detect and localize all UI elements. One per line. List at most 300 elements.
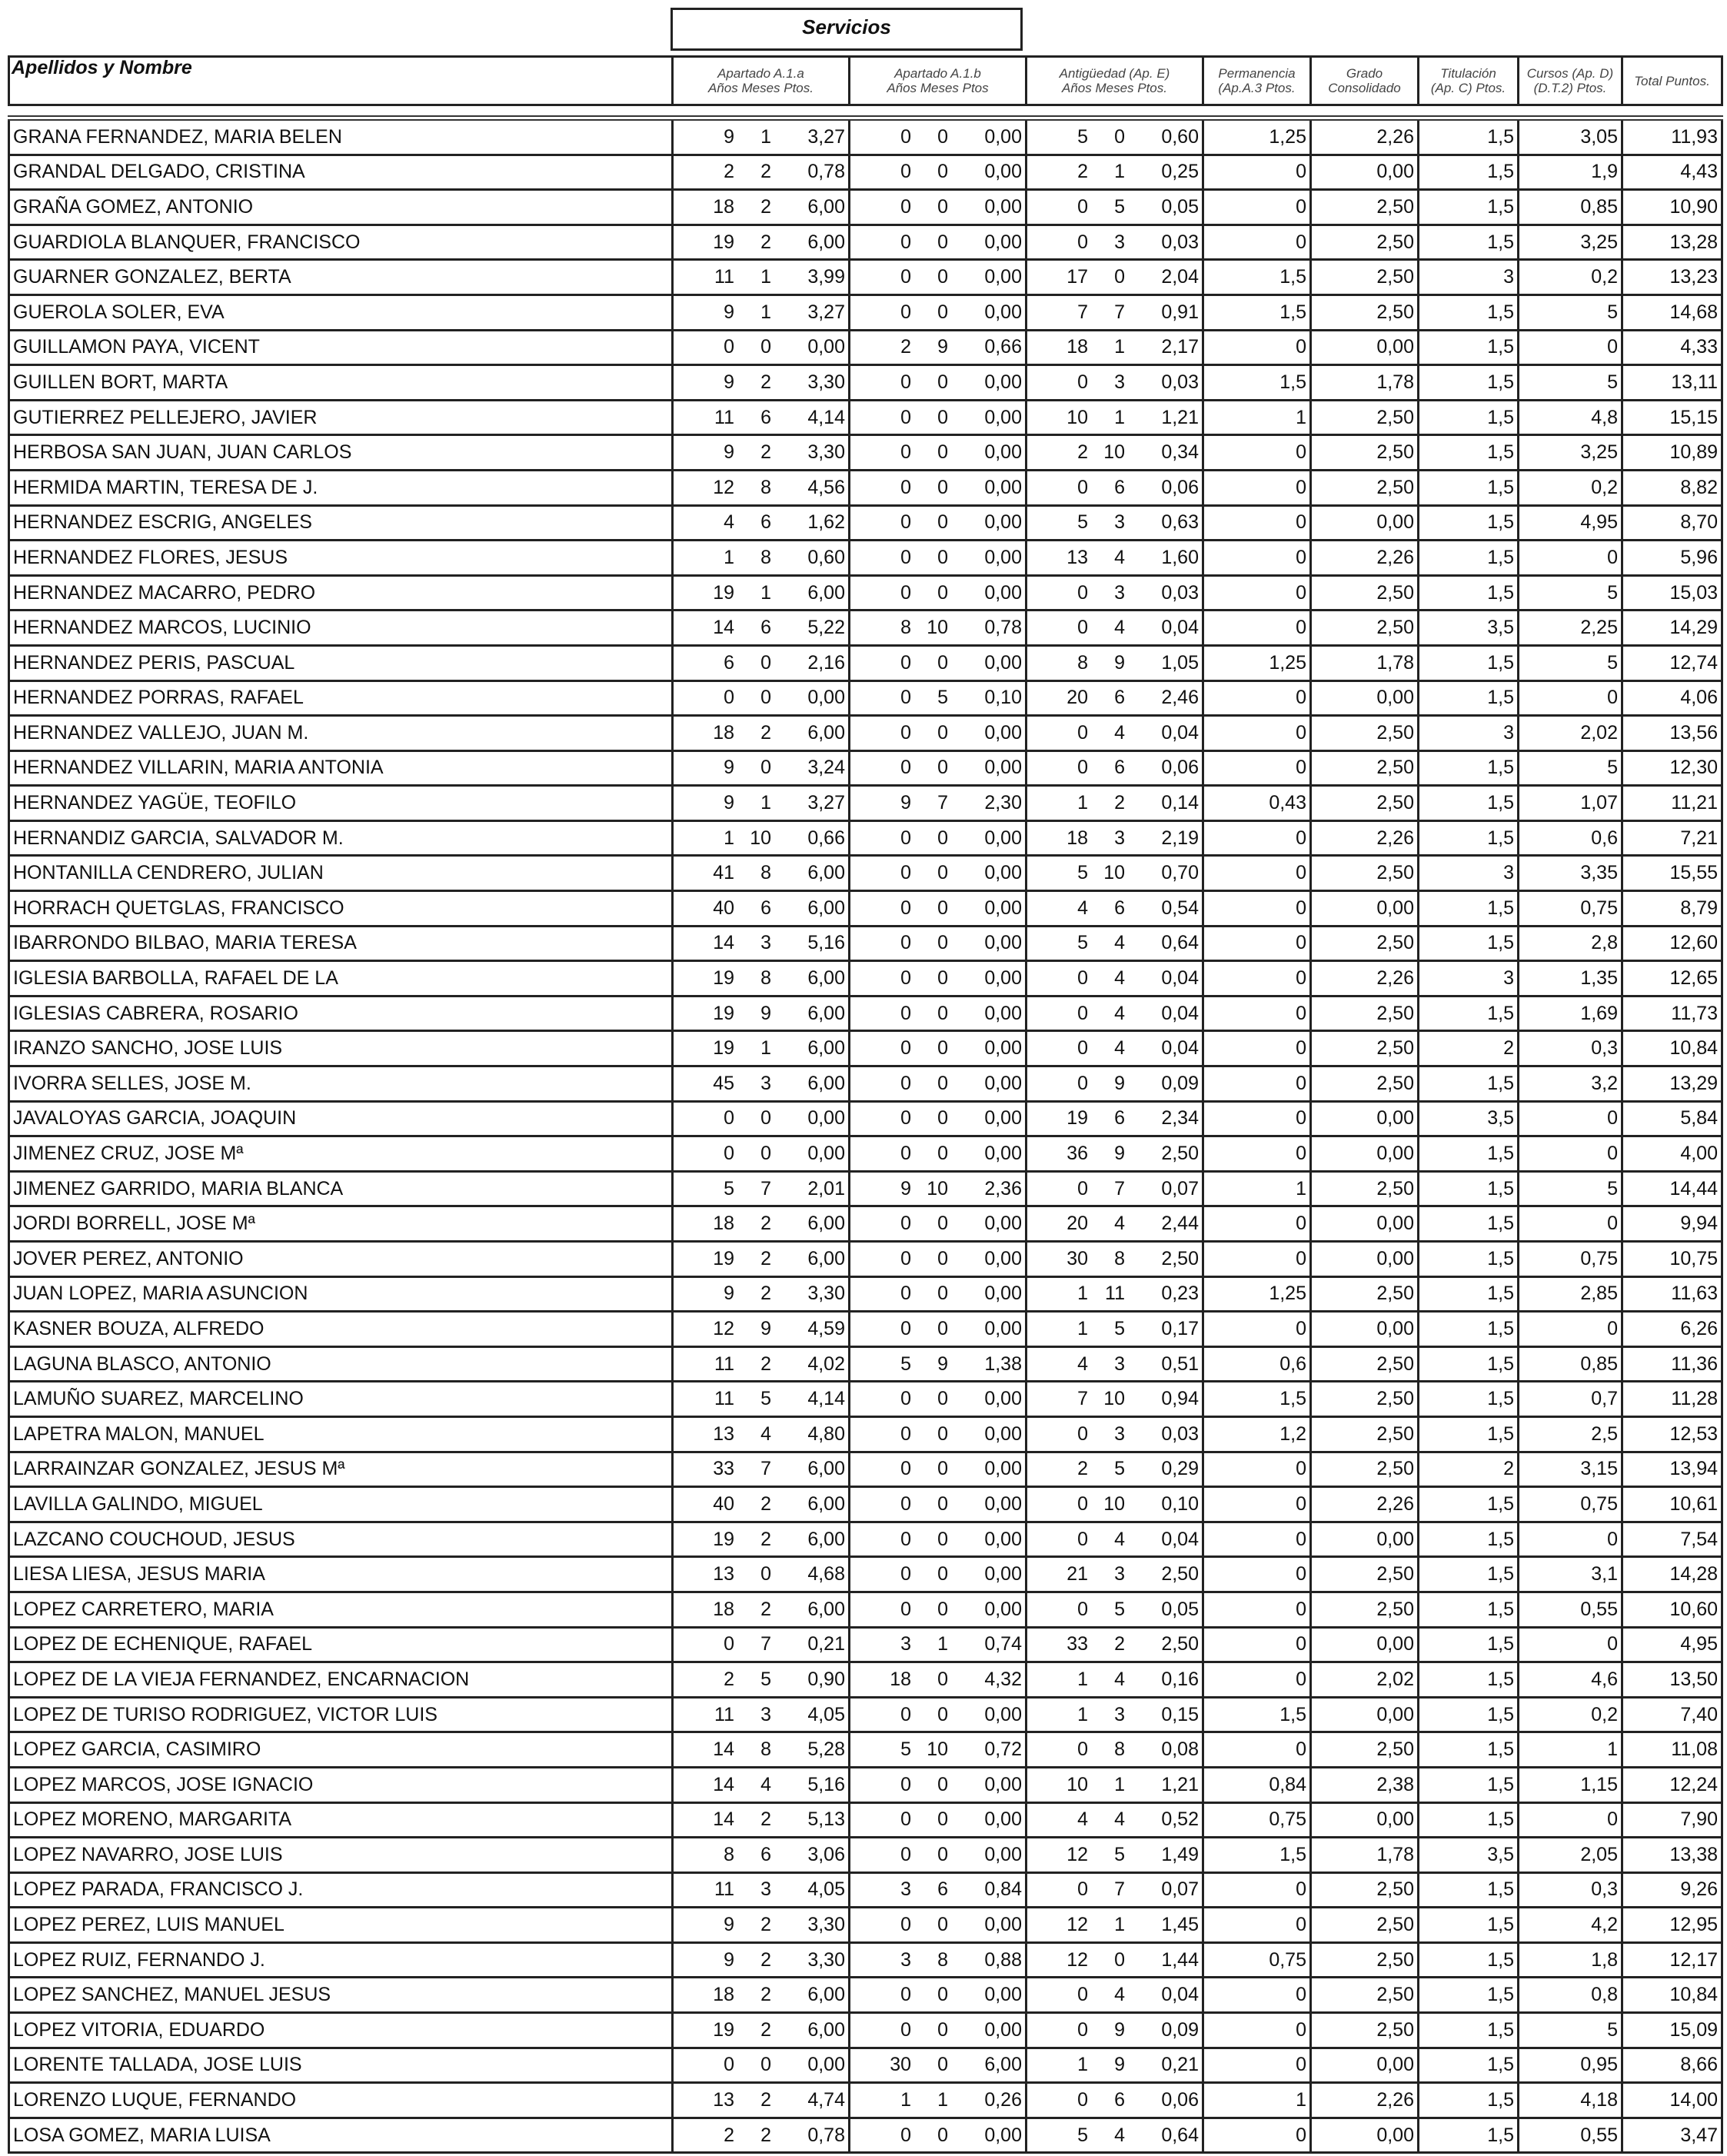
permanencia-points: 0,75 <box>1203 1802 1311 1838</box>
apartado-a1b-years: 0 <box>900 1422 911 1445</box>
apartado-a1a-years: 2 <box>724 161 734 183</box>
apartado-a1b-cell <box>850 1942 1027 1978</box>
antiguedad-cell <box>1027 294 1203 330</box>
apartado-a1a-points: 6,00 <box>807 1002 845 1024</box>
total-points: 12,95 <box>1622 1908 1722 1943</box>
apartado-a1b-months: 0 <box>937 406 948 428</box>
apartado-a1a-months: 3 <box>760 1072 771 1094</box>
apartado-a1b-years: 0 <box>900 231 911 253</box>
apartado-a1b-values <box>854 1353 1022 1376</box>
antiguedad-months: 4 <box>1114 1002 1125 1024</box>
apartado-a1b-years: 0 <box>900 1002 911 1024</box>
grado-consolidado: 0,00 <box>1311 1242 1419 1277</box>
antiguedad-cell <box>1027 1452 1203 1487</box>
antiguedad-points: 0,08 <box>1161 1738 1199 1761</box>
apartado-a1b-cell <box>850 1838 1027 1873</box>
antiguedad-points: 0,09 <box>1161 2018 1199 2041</box>
table-row <box>9 926 1722 961</box>
apartado-a1b-points: 0,00 <box>984 1528 1022 1550</box>
applicant-name: HERNANDEZ MARCOS, LUCINIO <box>9 611 673 646</box>
apartado-a1a-values <box>677 126 845 148</box>
header-line: Años Meses Ptos <box>887 81 989 95</box>
antiguedad-cell <box>1027 2118 1203 2153</box>
permanencia-points: 0 <box>1203 716 1311 751</box>
titulacion-points: 1,5 <box>1419 1802 1519 1838</box>
applicant-name: HORRACH QUETGLAS, FRANCISCO <box>9 891 673 927</box>
apartado-a1b-cell <box>850 716 1027 751</box>
apartado-a1a-months: 2 <box>760 1352 771 1375</box>
apartado-a1b-years: 9 <box>900 792 911 814</box>
apartado-a1a-years: 33 <box>713 1458 734 1480</box>
apartado-a1a-points: 6,00 <box>807 862 845 884</box>
apartado-a1a-values <box>677 967 845 990</box>
antiguedad-months: 3 <box>1114 1422 1125 1445</box>
total-points: 8,79 <box>1622 891 1722 927</box>
table-row <box>9 786 1722 821</box>
antiguedad-values <box>1030 1458 1199 1480</box>
applicant-name: LAVILLA GALINDO, MIGUEL <box>9 1487 673 1522</box>
cursos-points: 0 <box>1519 330 1622 365</box>
antiguedad-cell <box>1027 1206 1203 1242</box>
apartado-a1a-years: 2 <box>724 1668 734 1690</box>
grado-consolidado: 2,50 <box>1311 716 1419 751</box>
antiguedad-values <box>1030 792 1199 814</box>
antiguedad-values <box>1030 897 1199 920</box>
apartado-a1a-months: 9 <box>760 1317 771 1339</box>
apartado-a1a-values <box>677 1949 845 1971</box>
apartado-a1a-years: 2 <box>724 2124 734 2146</box>
apartado-a1a-points: 5,22 <box>807 617 845 639</box>
antiguedad-years: 0 <box>1077 721 1088 744</box>
apartado-a1b-years: 0 <box>900 1703 911 1725</box>
apartado-a1a-points: 4,14 <box>807 406 845 428</box>
antiguedad-years: 19 <box>1066 1107 1088 1130</box>
table-row <box>9 611 1722 646</box>
total-points: 12,74 <box>1622 645 1722 680</box>
apartado-a1a-values <box>677 547 845 569</box>
apartado-a1b-months: 0 <box>937 581 948 604</box>
apartado-a1b-months: 0 <box>937 1247 948 1269</box>
antiguedad-years: 0 <box>1077 1177 1088 1199</box>
antiguedad-years: 13 <box>1066 546 1088 568</box>
titulacion-points: 3 <box>1419 961 1519 996</box>
apartado-a1a-cell <box>673 1101 850 1136</box>
permanencia-points: 0 <box>1203 1101 1311 1136</box>
table-row <box>9 961 1722 996</box>
apartado-a1a-points: 0,66 <box>807 827 845 849</box>
antiguedad-values <box>1030 511 1199 534</box>
header-line: Consolidado <box>1328 81 1401 95</box>
apartado-a1b-values <box>854 687 1022 709</box>
cursos-points: 5 <box>1519 750 1622 786</box>
apartado-a1a-cell <box>673 1206 850 1242</box>
apartado-a1b-values <box>854 371 1022 394</box>
apartado-a1b-cell <box>850 1171 1027 1206</box>
applicant-name: JUAN LOPEZ, MARIA ASUNCION <box>9 1276 673 1312</box>
cursos-points: 0,2 <box>1519 260 1622 295</box>
apartado-a1b-cell <box>850 1416 1027 1452</box>
total-points: 14,28 <box>1622 1557 1722 1592</box>
antiguedad-points: 2,46 <box>1161 687 1199 709</box>
table-row <box>9 645 1722 680</box>
apartado-a1a-years: 9 <box>724 441 734 464</box>
applicant-name: IRANZO SANCHO, JOSE LUIS <box>9 1031 673 1066</box>
table-row <box>9 1487 1722 1522</box>
apartado-a1b-years: 0 <box>900 1843 911 1865</box>
total-points: 11,36 <box>1622 1346 1722 1382</box>
apartado-a1b-values <box>854 2124 1022 2147</box>
apartado-a1b-points: 0,00 <box>984 2124 1022 2146</box>
antiguedad-months: 3 <box>1114 581 1125 604</box>
antiguedad-months: 4 <box>1114 1528 1125 1550</box>
servicios-group-title: Servicios <box>671 8 1023 51</box>
apartado-a1b-cell <box>850 1978 1027 2013</box>
antiguedad-points: 0,64 <box>1161 2124 1199 2146</box>
apartado-a1a-months: 2 <box>760 1948 771 1971</box>
apartado-a1b-years: 0 <box>900 406 911 428</box>
antiguedad-values <box>1030 1633 1199 1655</box>
antiguedad-points: 1,44 <box>1161 1948 1199 1971</box>
antiguedad-values <box>1030 161 1199 183</box>
titulacion-points: 1,5 <box>1419 891 1519 927</box>
antiguedad-years: 4 <box>1077 1352 1088 1375</box>
permanencia-points: 0 <box>1203 2048 1311 2083</box>
apartado-a1b-months: 8 <box>937 1948 948 1971</box>
total-points: 11,08 <box>1622 1732 1722 1768</box>
antiguedad-values <box>1030 1073 1199 1095</box>
apartado-a1b-points: 0,00 <box>984 967 1022 990</box>
antiguedad-months: 3 <box>1114 511 1125 534</box>
grado-consolidado: 0,00 <box>1311 330 1419 365</box>
apartado-a1b-cell <box>850 330 1027 365</box>
antiguedad-months: 3 <box>1114 1563 1125 1585</box>
titulacion-points: 1,5 <box>1419 926 1519 961</box>
apartado-a1b-months: 0 <box>937 1107 948 1130</box>
apartado-a1b-points: 0,00 <box>984 1037 1022 1060</box>
apartado-a1b-years: 0 <box>900 1388 911 1410</box>
table-row <box>9 1066 1722 1102</box>
apartado-a1a-values <box>677 722 845 744</box>
apartado-a1b-values <box>854 2054 1022 2076</box>
apartado-a1b-years: 0 <box>900 1072 911 1094</box>
total-points: 8,66 <box>1622 2048 1722 2083</box>
antiguedad-months: 7 <box>1114 1878 1125 1901</box>
apartado-a1b-values <box>854 1704 1022 1726</box>
apartado-a1a-cell <box>673 2118 850 2153</box>
antiguedad-years: 1 <box>1077 2054 1088 2076</box>
titulacion-points: 1,5 <box>1419 1872 1519 1908</box>
antiguedad-points: 0,54 <box>1161 897 1199 919</box>
apartado-a1a-months: 7 <box>760 1633 771 1655</box>
grado-consolidado: 2,50 <box>1311 1382 1419 1417</box>
apartado-a1a-months: 0 <box>760 1107 771 1130</box>
apartado-a1b-points: 0,00 <box>984 406 1022 428</box>
applicant-name: GRANDAL DELGADO, CRISTINA <box>9 155 673 190</box>
antiguedad-years: 0 <box>1077 1037 1088 1060</box>
apartado-a1b-values <box>854 1493 1022 1516</box>
antiguedad-years: 7 <box>1077 1388 1088 1410</box>
titulacion-points: 3,5 <box>1419 1838 1519 1873</box>
permanencia-points: 0 <box>1203 1522 1311 1557</box>
antiguedad-cell <box>1027 330 1203 365</box>
table-row <box>9 1346 1722 1382</box>
table-row <box>9 1557 1722 1592</box>
antiguedad-years: 20 <box>1066 1213 1088 1235</box>
applicant-name: LOPEZ GARCIA, CASIMIRO <box>9 1732 673 1768</box>
permanencia-points: 1,25 <box>1203 1276 1311 1312</box>
apartado-a1a-points: 6,00 <box>807 721 845 744</box>
applicant-name: HERNANDEZ PERIS, PASCUAL <box>9 645 673 680</box>
grado-consolidado: 2,50 <box>1311 926 1419 961</box>
permanencia-points: 1,25 <box>1203 645 1311 680</box>
apartado-a1a-cell <box>673 1732 850 1768</box>
apartado-a1b-years: 0 <box>900 1317 911 1339</box>
antiguedad-cell <box>1027 2013 1203 2048</box>
apartado-a1b-cell <box>850 400 1027 435</box>
applicant-name: HONTANILLA CENDRERO, JULIAN <box>9 856 673 891</box>
apartado-a1b-months: 0 <box>937 161 948 183</box>
apartado-a1a-cell <box>673 505 850 541</box>
titulacion-points: 1,5 <box>1419 645 1519 680</box>
apartado-a1a-values <box>677 1283 845 1305</box>
antiguedad-cell <box>1027 1767 1203 1802</box>
antiguedad-points: 0,70 <box>1161 862 1199 884</box>
applicant-name: LOSA GOMEZ, MARIA LUISA <box>9 2118 673 2153</box>
apartado-a1a-cell <box>673 750 850 786</box>
apartado-a1a-cell <box>673 435 850 471</box>
apartado-a1a-points: 1,62 <box>807 511 845 534</box>
permanencia-points: 0 <box>1203 1452 1311 1487</box>
antiguedad-cell <box>1027 1942 1203 1978</box>
apartado-a1b-points: 0,00 <box>984 1914 1022 1936</box>
header-line: Permanencia <box>1218 66 1296 81</box>
apartado-a1b-points: 0,74 <box>984 1633 1022 1655</box>
apartado-a1b-values <box>854 1949 1022 1971</box>
applicant-name: HERNANDEZ MACARRO, PEDRO <box>9 575 673 611</box>
apartado-a1b-points: 0,00 <box>984 1388 1022 1410</box>
antiguedad-points: 1,49 <box>1161 1843 1199 1865</box>
apartado-a1a-values <box>677 1248 845 1270</box>
antiguedad-points: 2,50 <box>1161 1143 1199 1165</box>
apartado-a1a-years: 0 <box>724 1107 734 1130</box>
applicant-name: GUARDIOLA BLANQUER, FRANCISCO <box>9 225 673 260</box>
apartado-a1a-values <box>677 2124 845 2147</box>
apartado-a1a-months: 6 <box>760 511 771 534</box>
total-points: 11,93 <box>1622 118 1722 155</box>
antiguedad-months: 4 <box>1114 617 1125 639</box>
apartado-a1a-months: 8 <box>760 476 771 498</box>
apartado-a1b-cell <box>850 1767 1027 1802</box>
titulacion-points: 1,5 <box>1419 1978 1519 2013</box>
applicant-name: GUILLEN BORT, MARTA <box>9 365 673 401</box>
antiguedad-years: 0 <box>1077 476 1088 498</box>
titulacion-points: 1,5 <box>1419 1346 1519 1382</box>
apartado-a1b-values <box>854 407 1022 429</box>
apartado-a1b-values <box>854 511 1022 534</box>
permanencia-points: 0 <box>1203 1662 1311 1698</box>
apartado-a1b-cell <box>850 118 1027 155</box>
cursos-points: 1,9 <box>1519 155 1622 190</box>
antiguedad-points: 0,17 <box>1161 1317 1199 1339</box>
apartado-a1a-values <box>677 617 845 639</box>
antiguedad-months: 9 <box>1114 2054 1125 2076</box>
apartado-a1b-points: 0,00 <box>984 1563 1022 1585</box>
table-row <box>9 575 1722 611</box>
apartado-a1a-months: 2 <box>760 2018 771 2041</box>
total-points: 7,90 <box>1622 1802 1722 1838</box>
apartado-a1b-years: 0 <box>900 1143 911 1165</box>
cursos-points: 4,2 <box>1519 1908 1622 1943</box>
titulacion-points: 1,5 <box>1419 1242 1519 1277</box>
permanencia-points: 0 <box>1203 1592 1311 1627</box>
apartado-a1a-years: 11 <box>714 1352 734 1375</box>
grado-consolidado: 2,50 <box>1311 294 1419 330</box>
apartado-a1a-cell <box>673 1452 850 1487</box>
antiguedad-column-header <box>1027 57 1203 105</box>
table-row <box>9 1838 1722 1873</box>
permanencia-points: 0 <box>1203 1031 1311 1066</box>
apartado-a1b-years: 0 <box>900 1037 911 1060</box>
permanencia-points: 0 <box>1203 505 1311 541</box>
apartado-a1b-years: 0 <box>900 476 911 498</box>
cursos-points: 5 <box>1519 365 1622 401</box>
apartado-a1a-years: 1 <box>724 827 734 849</box>
grado-consolidado: 2,50 <box>1311 1942 1419 1978</box>
antiguedad-points: 0,04 <box>1161 721 1199 744</box>
apartado-a1a-cell <box>673 856 850 891</box>
grado-consolidado: 2,38 <box>1311 1767 1419 1802</box>
apartado-a1a-months: 2 <box>760 1213 771 1235</box>
apartado-a1b-cell <box>850 470 1027 505</box>
antiguedad-months: 10 <box>1103 862 1125 884</box>
antiguedad-points: 0,03 <box>1161 371 1199 393</box>
apartado-a1a-months: 8 <box>760 546 771 568</box>
antiguedad-months: 4 <box>1114 1213 1125 1235</box>
total-points: 10,90 <box>1622 190 1722 225</box>
antiguedad-months: 0 <box>1114 125 1125 148</box>
apartado-a1b-months: 0 <box>937 1668 948 1690</box>
titulacion-points: 1,5 <box>1419 1206 1519 1242</box>
apartado-a1a-values <box>677 407 845 429</box>
apartado-a1b-points: 2,30 <box>984 792 1022 814</box>
apartado-a1a-years: 9 <box>724 757 734 779</box>
antiguedad-cell <box>1027 926 1203 961</box>
apartado-a1b-points: 0,00 <box>984 195 1022 218</box>
cursos-points: 0 <box>1519 541 1622 576</box>
apartado-a1b-points: 0,00 <box>984 1984 1022 2006</box>
antiguedad-points: 0,09 <box>1161 1072 1199 1094</box>
apartado-a1a-months: 2 <box>760 1984 771 2006</box>
apartado-a1a-years: 11 <box>714 406 734 428</box>
header-separator <box>9 105 1722 118</box>
apartado-a1a-points: 0,21 <box>807 1633 845 1655</box>
antiguedad-cell <box>1027 2083 1203 2118</box>
apartado-a1a-years: 4 <box>724 511 734 534</box>
antiguedad-years: 8 <box>1077 651 1088 674</box>
antiguedad-years: 0 <box>1077 2018 1088 2041</box>
cursos-points: 0,3 <box>1519 1031 1622 1066</box>
applicant-name: JOVER PEREZ, ANTONIO <box>9 1242 673 1277</box>
apartado-a1b-points: 0,00 <box>984 125 1022 148</box>
total-points: 4,33 <box>1622 330 1722 365</box>
antiguedad-years: 10 <box>1066 406 1088 428</box>
apartado-a1b-years: 0 <box>900 1492 911 1515</box>
antiguedad-cell <box>1027 1838 1203 1873</box>
applicant-name: JORDI BORRELL, JOSE Mª <box>9 1206 673 1242</box>
scores-table <box>8 55 1723 2154</box>
grado-consolidado: 0,00 <box>1311 2118 1419 2153</box>
table-row <box>9 1942 1722 1978</box>
table-row <box>9 680 1722 716</box>
apartado-a1b-values <box>854 652 1022 674</box>
apartado-a1b-points: 0,00 <box>984 161 1022 183</box>
cursos-points: 2,02 <box>1519 716 1622 751</box>
apartado-a1b-values <box>854 1037 1022 1060</box>
antiguedad-months: 9 <box>1114 651 1125 674</box>
header-line: (Ap. C) Ptos. <box>1430 81 1506 95</box>
antiguedad-cell <box>1027 1346 1203 1382</box>
permanencia-points: 0 <box>1203 1242 1311 1277</box>
permanencia-points: 0 <box>1203 926 1311 961</box>
permanencia-points: 1 <box>1203 400 1311 435</box>
permanencia-points: 1,5 <box>1203 260 1311 295</box>
apartado-a1a-years: 14 <box>713 617 734 639</box>
apartado-a1a-years: 13 <box>713 1563 734 1585</box>
apartado-a1a-values <box>677 1669 845 1691</box>
antiguedad-values <box>1030 1599 1199 1621</box>
apartado-a1b-months: 0 <box>937 2054 948 2076</box>
apartado-a1b-months: 0 <box>937 511 948 534</box>
antiguedad-values <box>1030 1844 1199 1866</box>
apartado-a1a-months: 6 <box>760 617 771 639</box>
apartado-a1a-cell <box>673 1346 850 1382</box>
apartado-a1a-points: 3,30 <box>807 371 845 393</box>
apartado-a1a-cell <box>673 400 850 435</box>
header-line: (Ap.A.3 Ptos. <box>1218 81 1296 95</box>
antiguedad-points: 0,03 <box>1161 231 1199 253</box>
apartado-a1b-months: 0 <box>937 1283 948 1305</box>
apartado-a1b-values <box>854 1563 1022 1585</box>
titulacion-points: 1,5 <box>1419 1136 1519 1172</box>
apartado-a1a-years: 9 <box>724 792 734 814</box>
apartado-a1b-values <box>854 1178 1022 1200</box>
antiguedad-cell <box>1027 1031 1203 1066</box>
grado-consolidado: 2,50 <box>1311 1066 1419 1102</box>
grado-consolidado: 0,00 <box>1311 891 1419 927</box>
cursos-points: 0,7 <box>1519 1382 1622 1417</box>
applicant-name: GUTIERREZ PELLEJERO, JAVIER <box>9 400 673 435</box>
antiguedad-values <box>1030 1738 1199 1761</box>
apartado-a1b-cell <box>850 786 1027 821</box>
cursos-points: 0 <box>1519 1627 1622 1662</box>
antiguedad-cell <box>1027 611 1203 646</box>
apartado-a1a-years: 9 <box>724 301 734 323</box>
total-points: 5,96 <box>1622 541 1722 576</box>
total-points: 13,28 <box>1622 225 1722 260</box>
antiguedad-cell <box>1027 1066 1203 1102</box>
apartado-a1a-values <box>677 1318 845 1340</box>
grado-consolidado: 2,50 <box>1311 1452 1419 1487</box>
antiguedad-years: 10 <box>1066 1773 1088 1795</box>
antiguedad-cell <box>1027 786 1203 821</box>
apartado-a1b-values <box>854 1878 1022 1901</box>
apartado-a1b-years: 0 <box>900 1598 911 1620</box>
apartado-a1b-values <box>854 1599 1022 1621</box>
apartado-a1a-cell <box>673 820 850 856</box>
apartado-a1a-values <box>677 2089 845 2111</box>
table-row <box>9 1592 1722 1627</box>
antiguedad-months: 10 <box>1103 1388 1125 1410</box>
